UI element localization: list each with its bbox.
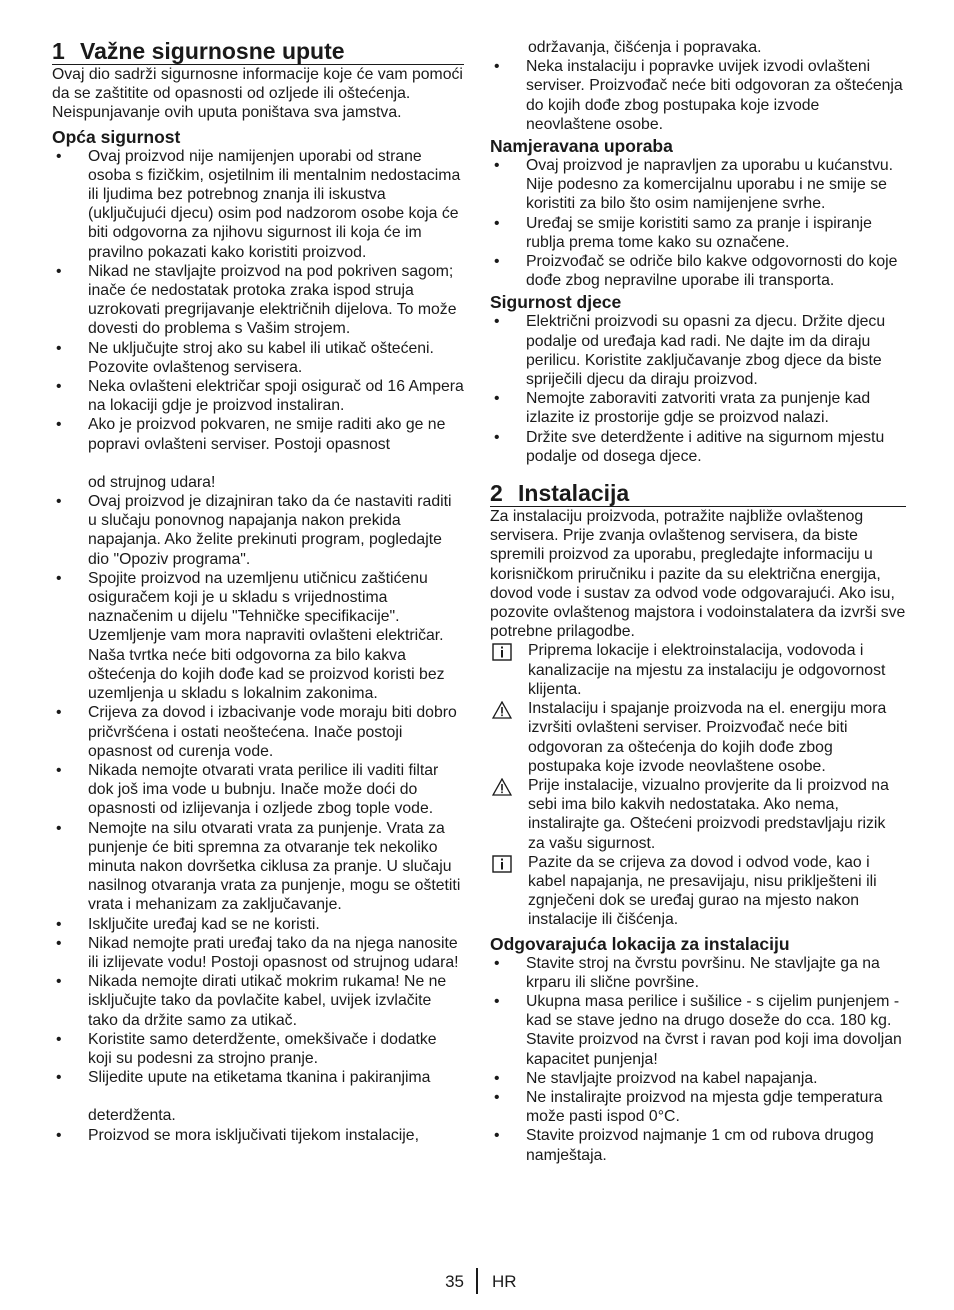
list-item: • Ovaj proizvod nije namijenjen uporabi od strane osoba s fizičkim, osjetilnim ili mentalnim nedostacima ili ljudima bez potrebnog znanja ili iskustva (uključujući djecu) osim pod nadzorom osobe koja će biti odgovorna za njihovu sigurnost ili koja će im pravilno pokazati kako koristiti proizvod.: [52, 147, 464, 262]
spacer: [52, 1087, 464, 1106]
footer-divider: [476, 1268, 478, 1294]
right-column: [490, 38, 906, 1165]
note-info: [490, 853, 906, 930]
section-2-title: Instalacija: [518, 480, 630, 507]
list-item: • Stavite stroj na čvrstu površinu. Ne stavljajte ga na krparu ili slične površine.: [490, 954, 906, 992]
list-item: • Nikada nemojte otvarati vrata perilice ili vaditi filtar dok još ima vode u bubnju. Inače može doći do opasnosti od izlijevanja i ozljede zbog tople vode.: [52, 761, 464, 819]
language-code: HR: [492, 1272, 517, 1291]
info-icon: [492, 643, 512, 661]
left-column: [52, 38, 464, 1145]
general-safety-list-end: [52, 1126, 464, 1145]
list-item: • Ovaj proizvod je napravljen za uporabu u kućanstvu. Nije podesno za komercijalnu uporabu i ne smije se koristiti za bilo što osim namijenjene svrhe.: [490, 156, 906, 214]
list-item: • Spojite proizvod na uzemljenu utičnicu zaštićenu osiguračem koji je u skladu s vrijednostima naznačenim u dijelu "Tehničke specifikacije". Uzemljenje vam mora napraviti ovlašteni električar. Naša tvrtka neće biti odgovorna za bilo kakva oštećenja do kojih dođe kad se proizvod koristi bez uzemljenja u skladu s lokalnim zakonima.: [52, 569, 464, 703]
list-item: • Ne uključujte stroj ako su kabel ili utikač oštećeni. Pozovite ovlaštenog servisera.: [52, 339, 464, 377]
location-heading: Odgovarajuća lokacija za instalaciju: [490, 933, 790, 954]
list-item-continuation: održavanja, čišćenja i popravaka.: [528, 39, 762, 56]
note-warning: [490, 699, 906, 776]
list-item: • Slijedite upute na etiketama tkanina i pakiranjima: [52, 1068, 464, 1087]
list-item: • Crijeva za dovod i izbacivanje vode moraju biti dobro pričvršćena i ostati neoštećena. Inače postoji opasnost od curenja vode.: [52, 703, 464, 761]
intended-use-heading: Namjeravana uporaba: [490, 136, 673, 157]
list-item: • Ukupna masa perilice i sušilice - s cijelim punjenjem - kad se stave jedno na drugo doseže do cca. 180 kg. Stavite proizvod na čvrst i ravan pod koji ima dovoljan kapacitet punjenja!: [490, 992, 906, 1069]
list-item: • Proizvođač se odriče bilo kakve odgovornosti do koje dođe zbog nepravilne uporabe ili transporta.: [490, 252, 906, 290]
list-item: • Nikad nemojte prati uređaj tako da na njega nanosite ili izlijevate vodu! Postoji opasnost od strujnog udara!: [52, 934, 464, 972]
list-item: • Ako je proizvod pokvaren, ne smije raditi ako ge ne popravi ovlašteni serviser. Postoji opasnost: [52, 415, 464, 453]
section-1-intro: Ovaj dio sadrži sigurnosne informacije koje će vam pomoći da se zaštitite od opasnosti od ozljede ili oštećenja. Neispunjavanje ovih uputa poništava sva jamstva.: [52, 66, 463, 122]
section-1-title: Važne sigurnosne upute: [80, 38, 345, 64]
list-item: • Ne stavljajte proizvod na kabel napajanja.: [490, 1069, 906, 1088]
section-1-number: 1: [52, 38, 65, 64]
section-1-heading: [52, 38, 464, 65]
list-item: • Ovaj proizvod je dizajniran tako da će nastaviti raditi u slučaju ponovnog napajanja nakon prekida napajanja. Ako želite prekinuti program, pogledajte dio "Opoziv programa".: [52, 492, 464, 569]
general-safety-list-cont: [52, 492, 464, 1087]
list-item: • Električni proizvodi su opasni za djecu. Držite djecu podalje od uređaja kad radi. Ne dajte im da diraju perilicu. Koristite zaključavanje zbog djece da biste spriječili djecu da diraju proizvod.: [490, 312, 906, 389]
note-text: Priprema lokacije i elektroinstalacija, vodovoda i kanalizacije na mjestu za instalaciju je odgovornost klijenta.: [528, 642, 886, 698]
info-icon: [492, 855, 512, 873]
list-item: • Stavite proizvod najmanje 1 cm od rubova drugog namještaja.: [490, 1126, 906, 1164]
spacer: [52, 454, 464, 473]
list-item: • Nikad ne stavljajte proizvod na pod pokriven sagom; inače će nedostatak protoka zraka ispod struja uzrokovati pregrijavanje električnih dijelova. To može dovesti do problema s Vašim strojem.: [52, 262, 464, 339]
list-item: • Isključite uređaj kad se ne koristi.: [52, 915, 464, 934]
warning-icon: [492, 701, 512, 719]
child-safety-heading: Sigurnost djece: [490, 292, 622, 313]
general-safety-heading: Opća sigurnost: [52, 126, 181, 147]
general-safety-list: [52, 147, 464, 454]
section-2-heading: [490, 480, 906, 507]
list-item: • Koristite samo deterdžente, omekšivače i dodatke koji su podesni za strojno pranje.: [52, 1030, 464, 1068]
warning-icon: [492, 778, 512, 796]
page-number: 35: [445, 1272, 464, 1291]
list-item-continuation: od strujnog udara!: [88, 473, 216, 491]
location-list: [490, 954, 906, 1165]
list-item-continuation: deterdženta.: [88, 1107, 176, 1125]
list-item: • Uređaj se smije koristiti samo za pranje i ispiranje rublja prema tome kako su označene.: [490, 214, 906, 252]
list-item: • Nemojte na silu otvarati vrata za punjenje. Vrata za punjenje će biti spremna za otvaranje tek nekoliko minuta nakon dovršetka ciklusa za pranje. U slučaju nasilnog otvaranja vrata za punjenje, mogu se oštetiti vrata i mehanizam za zaključavanje.: [52, 819, 464, 915]
section-2-intro: Za instalaciju proizvoda, potražite najbliže ovlaštenog servisera. Prije zvanja ovlaštenog servisera, da biste spremili proizvod za uporabu, pregledajte informaciju u korisničkom priručniku i pazite da su električna energija, dovod vode i sustav za odvod vode odgovarajući. Ako isu, pozovite ovlaštenog majstora i vodoinstalatera da izvrši sve potrebne prilagodbe.: [490, 508, 906, 641]
list-item: • Neka instalaciju i popravke uvijek izvodi ovlašteni serviser. Proizvođač neće biti odgovoran za oštećenja do kojih dođe zbog postupaka koje izvode neovlaštene osobe.: [490, 57, 906, 134]
general-safety-list-right: [490, 57, 906, 134]
note-text: Pazite da se crijeva za dovod i odvod vode, kao i kabel napajanja, ne presavijaju, nisu priklješteni ili zgnječeni dok se uređaj gurao na mjesto nakon instalacije ili čišćenja.: [528, 853, 877, 929]
list-item: • Ne instalirajte proizvod na mjesta gdje temperatura može pasti ispod 0°C.: [490, 1088, 906, 1126]
note-warning: [490, 776, 906, 853]
list-item: • Držite sve deterdžente i aditive na sigurnom mjestu podalje od dosega djece.: [490, 428, 906, 466]
section-2-number: 2: [490, 480, 503, 507]
note-text: Prije instalacije, vizualno provjerite da li proizvod na sebi ima bilo kakvih nedostataka. Ako nema, instalirajte ga. Oštećeni proizvodi predstavljaju rizik za vašu sigurnost.: [528, 776, 889, 852]
list-item: • Proizvod se mora isključivati tijekom instalacije,: [52, 1126, 464, 1145]
note-text: Instalaciju i spajanje proizvoda na el. energiju mora izvršiti ovlašteni serviser. Proizvođač neće biti odgovoran za oštećenja do kojih dođe zbog postupaka koje izvode neovlaštene osobe.: [528, 700, 887, 775]
list-item: • Neka ovlašteni električar spoji osigurač od 16 Ampera na lokaciji gdje je proizvod instaliran.: [52, 377, 464, 415]
list-item: • Nikada nemojte dirati utikač mokrim rukama! Ne ne isključujte tako da povlačite kabel, uvijek izvlačite tako da držite samo za utikač.: [52, 972, 464, 1030]
note-info: [490, 641, 906, 699]
child-safety-list: [490, 312, 906, 466]
list-item: • Nemojte zaboraviti zatvoriti vrata za punjenje kad izlazite iz prostorije gdje se proizvod nalazi.: [490, 389, 906, 427]
intended-use-list: [490, 156, 906, 290]
